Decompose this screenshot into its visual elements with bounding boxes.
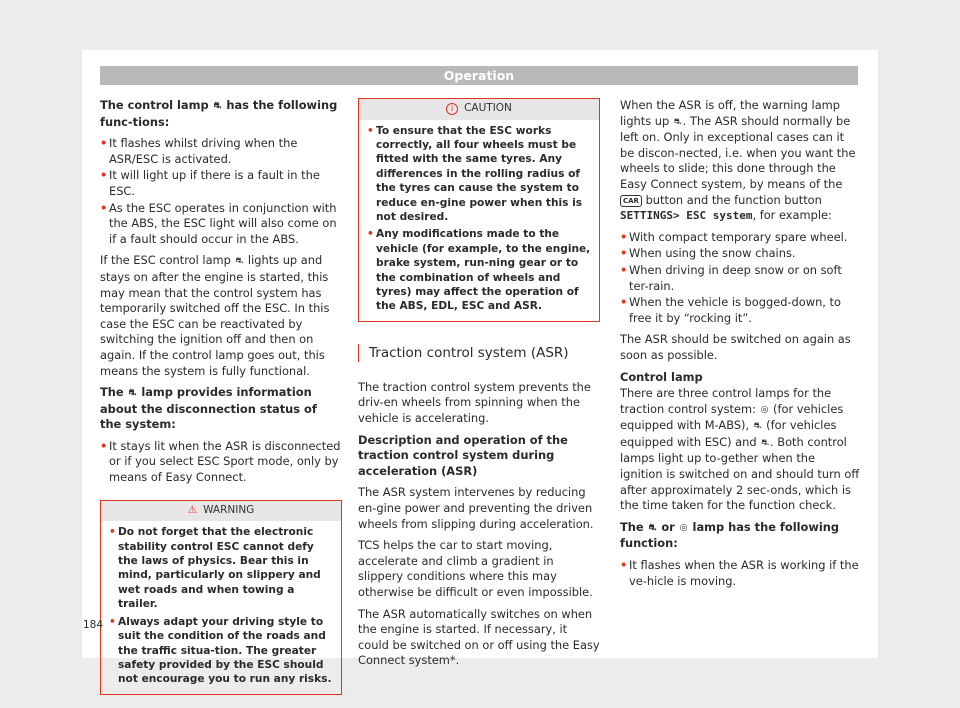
list-item-text: Always adapt your driving style to suit the condition of the roads and the traffic situa-tion. The greater safety provided by the ESC should not encourage you to run any risks. (118, 615, 332, 686)
warning-list (109, 525, 333, 686)
bullet-icon: • (100, 438, 108, 453)
function-text-2: lamp has the following function: (620, 519, 840, 551)
list-item (367, 227, 591, 313)
control-lamp-text-2: (for vehicles equipped with M-ABS), (620, 401, 844, 433)
esc-lamp-icon: ⛐ (648, 522, 657, 533)
switch-on-paragraph: The ASR should be switched on again as soon as possible. (620, 332, 851, 362)
list-item (620, 558, 860, 589)
esc-text-2: lights up and stays on after the engine is started, this may mean that the control system has temporarily switched off the ESC. In this case the ESC can be reactivated by switching the ignition off and then on again. If the control lamp goes out, this means the system is fully functional. (100, 253, 330, 378)
list-item (100, 168, 342, 199)
lamp-info-text: The (100, 385, 128, 400)
caution-title: CAUTION (464, 102, 512, 114)
lamp-bullet-list (100, 136, 342, 247)
esc-lamp-icon: ⛐ (235, 256, 244, 267)
intro-paragraph (100, 98, 342, 130)
list-item-text: As the ESC operates in conjunction with the ABS, the ESC light will also come on if a fault should occur in the ABS. (109, 200, 337, 246)
list-item-text: It will light up if there is a fault in the ESC. (109, 168, 320, 198)
warning-header (101, 501, 341, 522)
bullet-icon: • (620, 262, 628, 277)
list-item-text: When using the snow chains. (629, 246, 796, 261)
control-lamp-text-3: (for vehicles equipped with ESC) and (620, 418, 837, 449)
list-item (367, 124, 591, 225)
caution-header (359, 99, 599, 120)
example-bullet-list (620, 230, 860, 327)
caution-list (367, 124, 591, 314)
function-or-text: or (657, 519, 679, 534)
list-item-text: When the vehicle is bogged-down, to free it by “rocking it”. (629, 295, 841, 325)
bullet-icon: • (367, 228, 374, 241)
list-item-text: With compact temporary spare wheel. (629, 229, 848, 244)
list-item-text: Any modifications made to the vehicle (for example, to the engine, brake system, run-ning gear or to the combination of wheels and tyres) may affect the operation of the ABS, EDL, ESC and ASR. (376, 228, 591, 313)
list-item-text: It flashes whilst driving when the ASR/ESC is activated. (109, 136, 298, 166)
function-paragraph (620, 520, 860, 552)
intro-text-2: has the following func-tions: (100, 98, 338, 129)
caution-box (358, 98, 600, 322)
list-item (620, 246, 860, 262)
bullet-icon: • (620, 246, 628, 261)
bullet-icon: • (620, 558, 628, 573)
asr-subheading: Description and operation of the traction control system during acceleration (ASR) (358, 432, 568, 478)
function-text: The (620, 519, 648, 534)
column-3 (620, 98, 860, 595)
column-1 (100, 98, 342, 705)
esc-text: If the ESC control lamp (100, 253, 235, 268)
asr-paragraph-2: The ASR system intervenes by reducing en-gine power and preventing the driven wheels from slipping during acceleration. (358, 485, 594, 531)
function-bullet-list (620, 558, 860, 589)
lamp-info-paragraph (100, 385, 342, 433)
section-title: Traction control system (ASR) (358, 344, 600, 362)
intro-text: The control lamp (100, 98, 213, 112)
list-item (100, 136, 342, 167)
warning-box (100, 500, 342, 695)
info-circle-icon: i (446, 103, 458, 115)
asr-paragraph-4: The ASR automatically switches on when the engine is started. If necessary, it could be switched on or off using the Easy Connect system*. (358, 606, 600, 668)
list-item (620, 295, 860, 326)
list-item (620, 263, 860, 294)
bullet-icon: • (100, 168, 108, 183)
list-item-text: When driving in deep snow or on soft ter-rain. (629, 262, 842, 293)
list-item (109, 525, 333, 611)
list-item (109, 615, 333, 687)
warning-title: WARNING (203, 503, 255, 516)
control-lamp-text-4: . Both control lamps light up to-gether when the ignition is switched on and should turn off after approximately 2 sec-onds, which is the time taken for the function check. (620, 434, 860, 513)
bullet-icon: • (620, 229, 628, 244)
asr-off-text-3: button and the function button (641, 192, 822, 207)
bullet-icon: • (109, 615, 116, 628)
asr-off-paragraph (620, 98, 860, 224)
list-item (100, 201, 342, 248)
list-item (100, 439, 342, 486)
bullet-icon: • (620, 295, 628, 310)
esc-lamp-icon: ⛐ (753, 421, 762, 432)
page-number: 184 (83, 619, 104, 631)
list-item (620, 230, 860, 246)
bullet-icon: • (367, 124, 374, 137)
esc-paragraph (100, 253, 342, 379)
asr-off-lamp-icon: ⛐ (761, 437, 770, 448)
asr-off-lamp-icon: ⛐ (673, 116, 682, 127)
page-header: Operation (100, 66, 858, 85)
list-item-text: Do not forget that the electronic stability control ESC cannot defy the laws of physics. Bear this in mind, particularly on slippery and wet roads and when towing a trailer. (118, 526, 321, 611)
mabs-lamp-icon: ◎ (760, 404, 769, 415)
asr-off-text-2: . The ASR should normally be left on. Only in exceptional cases can it be discon-nected, i.e. when you want the wheels to slide; this done through the Easy Connect system, by means of the (620, 113, 856, 191)
list-item-text: To ensure that the ESC works correctly, all four wheels must be fitted with the same tyres. Any differences in the rolling radius of the tyres can cause the system to reduce en-gine power when this is not desired. (376, 124, 583, 224)
control-lamp-text: There are three control lamps for the traction control system: (620, 386, 832, 416)
control-lamp-subheading: Control lamp (620, 369, 703, 384)
asr-intro-paragraph: The traction control system prevents the driv-en wheels from spinning when the vehicle is accelerating. (358, 379, 591, 426)
esc-off-lamp-icon: ⛐ (128, 388, 137, 399)
asr-off-text: When the ASR is off, the warning lamp lights up (620, 98, 840, 128)
bullet-icon: • (100, 136, 108, 151)
control-lamp-paragraph (620, 386, 860, 514)
car-button-icon: CAR (620, 195, 642, 207)
warning-triangle-icon: ⚠ (187, 503, 198, 516)
lamp-info-text-2: lamp provides information about the disconnection status of the system: (100, 385, 317, 432)
column-2 (358, 98, 600, 675)
list-item-text: It stays lit when the ASR is disconnected or if you select ESC Sport mode, only by means of Easy Connect. (109, 438, 341, 485)
bullet-icon: • (100, 200, 108, 215)
function-button-label: SETTINGS> ESC system (620, 209, 753, 223)
esc-lamp-icon: ⛐ (213, 101, 222, 111)
mabs-lamp-icon: ◎ (679, 522, 688, 533)
disconnect-bullet-list (100, 439, 342, 486)
list-item-text: It flashes when the ASR is working if the ve-hicle is moving. (629, 558, 859, 588)
asr-paragraph-3: TCS helps the car to start moving, accelerate and climb a gradient in slippery conditions where this may otherwise be difficult or even impossible. (358, 538, 593, 599)
bullet-icon: • (109, 526, 116, 539)
asr-off-text-4: , for example: (752, 208, 832, 223)
